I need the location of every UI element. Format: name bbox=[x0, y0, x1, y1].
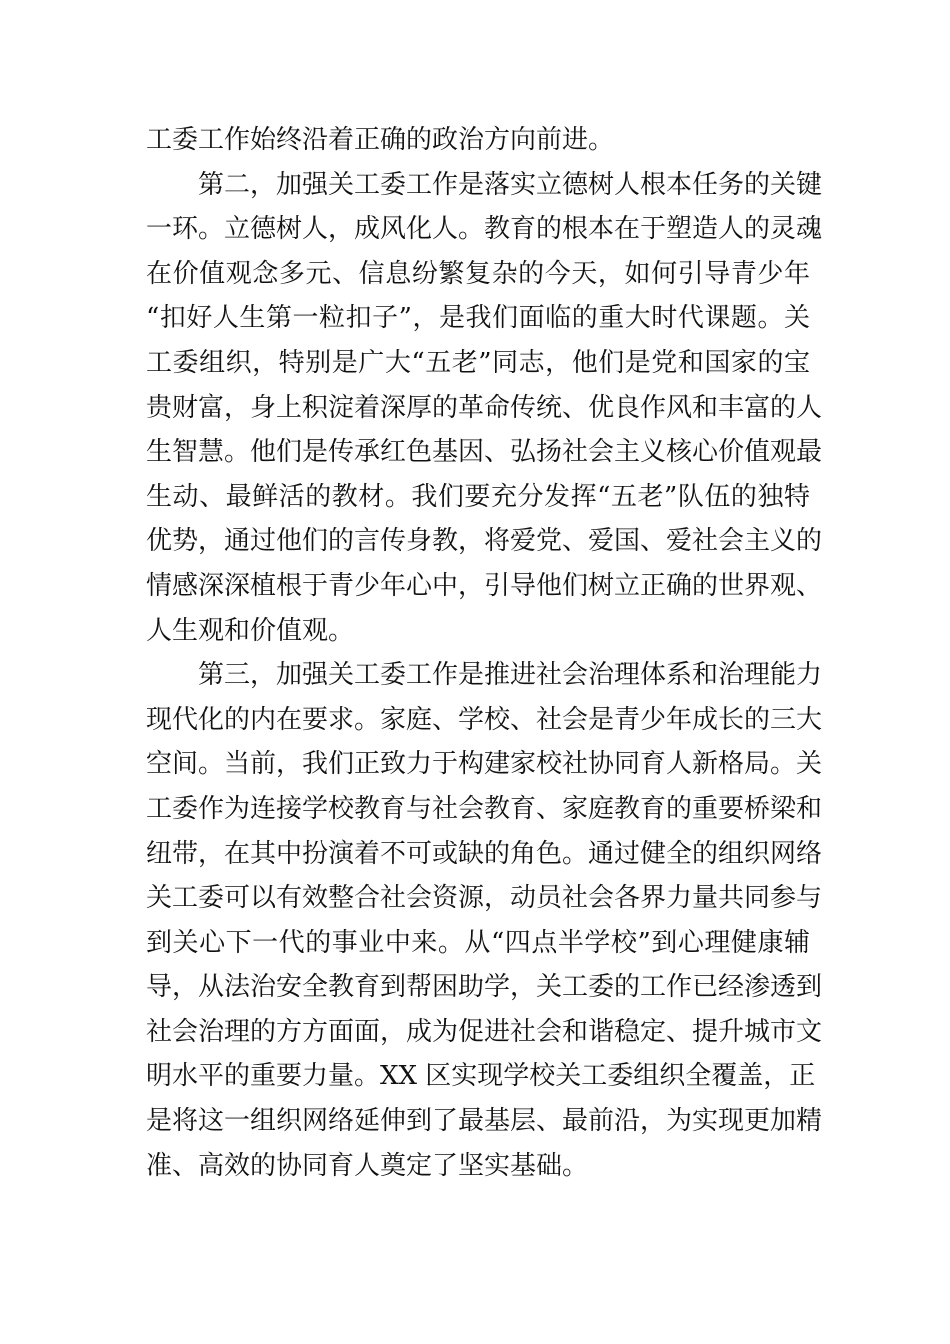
text-line: 生智慧。他们是传承红色基因、弘扬社会主义核心价值观最 bbox=[146, 437, 823, 468]
text-line: 到关心下一代的事业中来。从“四点半学校”到心理健康辅 bbox=[146, 927, 810, 958]
paragraph-third-point bbox=[146, 653, 823, 1188]
text-line: 导，从法治安全教育到帮困助学，关工委的工作已经渗透到 bbox=[146, 972, 823, 1003]
text-line: 工委工作始终沿着正确的政治方向前进。 bbox=[146, 125, 615, 155]
paragraph-second-point bbox=[146, 163, 823, 654]
text-line: 第二，加强关工委工作是落实立德树人根本任务的关键 bbox=[198, 169, 823, 200]
text-line: 明水平的重要力量。XX 区实现学校关工委组织全覆盖，正 bbox=[146, 1061, 816, 1092]
text-line: 一环。立德树人，成风化人。教育的根本在于塑造人的灵魂 bbox=[146, 214, 823, 245]
text-line: 贵财富，身上积淀着深厚的革命传统、优良作风和丰富的人 bbox=[146, 392, 823, 423]
text-line: 纽带，在其中扮演着不可或缺的角色。通过健全的组织网络 bbox=[146, 838, 823, 869]
text-line: 优势，通过他们的言传身教，将爱党、爱国、爱社会主义的 bbox=[146, 526, 823, 557]
text-line: 现代化的内在要求。家庭、学校、社会是青少年成长的三大 bbox=[146, 704, 823, 735]
text-line: “扣好人生第一粒扣子”，是我们面临的重大时代课题。关 bbox=[146, 303, 810, 334]
text-line: 关工委可以有效整合社会资源，动员社会各界力量共同参与 bbox=[146, 883, 823, 914]
text-line: 生动、最鲜活的教材。我们要充分发挥“五老”队伍的独特 bbox=[146, 481, 810, 512]
document-body bbox=[146, 118, 823, 1188]
text-line: 情感深深植根于青少年心中，引导他们树立正确的世界观、 bbox=[146, 570, 823, 601]
text-line: 空间。当前，我们正致力于构建家校社协同育人新格局。关 bbox=[146, 749, 823, 780]
text-line: 人生观和价值观。 bbox=[146, 615, 355, 646]
text-line: 是将这一组织网络延伸到了最基层、最前沿，为实现更加精 bbox=[146, 1106, 823, 1137]
text-line: 在价值观念多元、信息纷繁复杂的今天，如何引导青少年 bbox=[146, 258, 810, 289]
text-line: 工委组织，特别是广大“五老”同志，他们是党和国家的宝 bbox=[146, 347, 810, 378]
text-line: 社会治理的方方面面，成为促进社会和谐稳定、提升城市文 bbox=[146, 1016, 823, 1047]
paragraph-continuation bbox=[146, 118, 810, 163]
text-line: 第三，加强关工委工作是推进社会治理体系和治理能力 bbox=[198, 660, 823, 691]
text-line: 准、高效的协同育人奠定了坚实基础。 bbox=[146, 1150, 589, 1181]
text-line: 工委作为连接学校教育与社会教育、家庭教育的重要桥梁和 bbox=[146, 793, 823, 824]
